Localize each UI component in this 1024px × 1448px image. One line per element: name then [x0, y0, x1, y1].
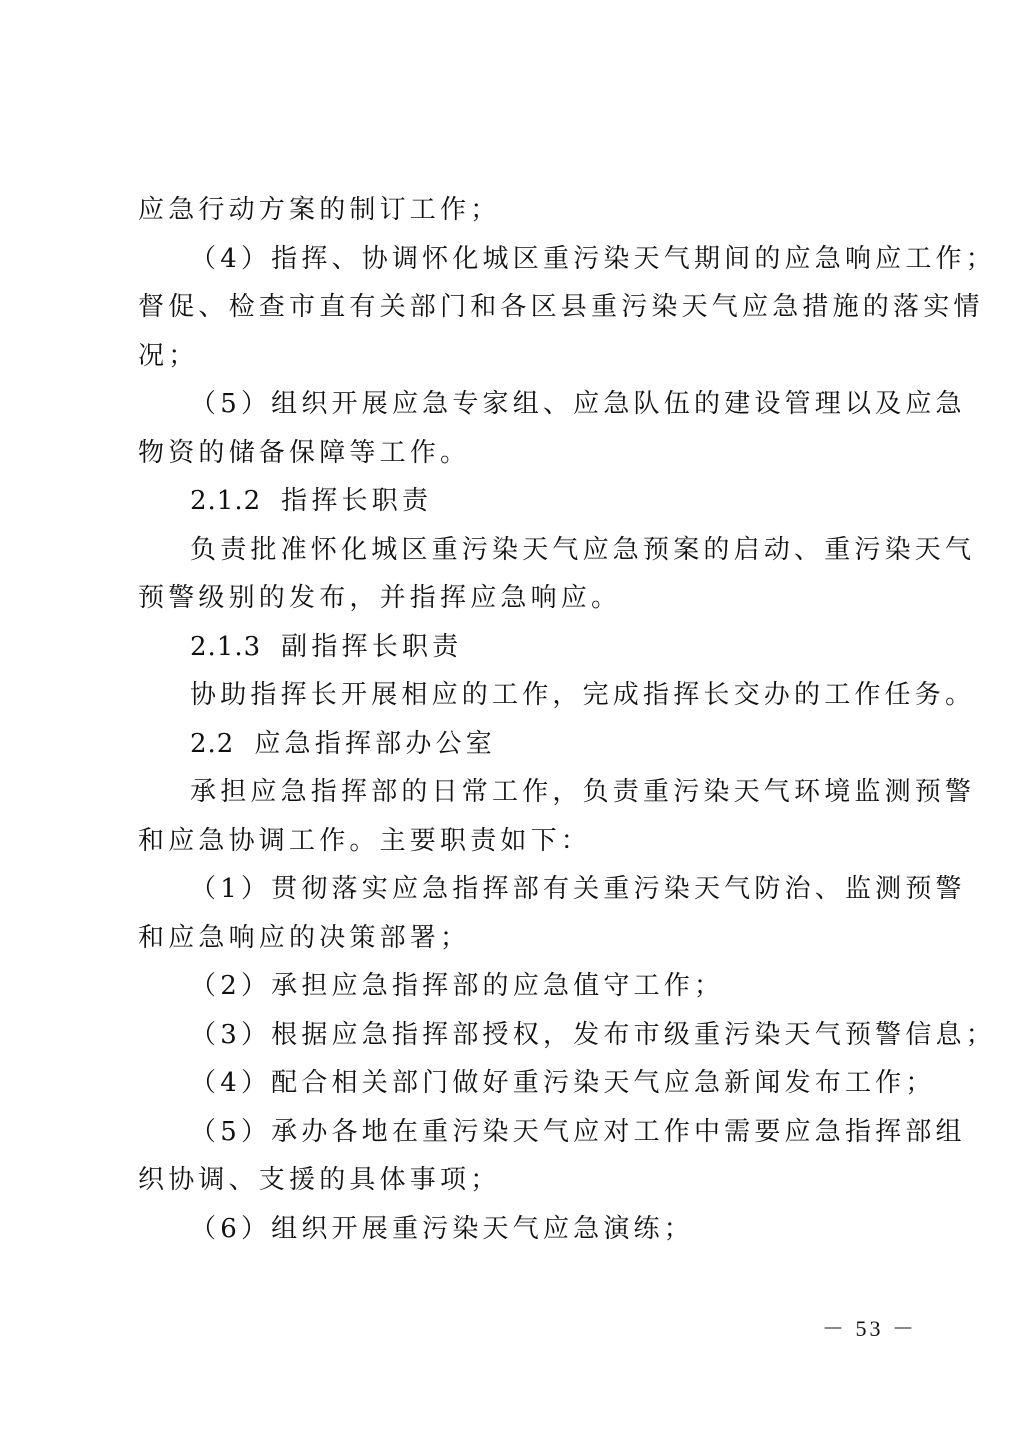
text-line: （3）根据应急指挥部授权，发布市级重污染天气预警信息；	[190, 1019, 996, 1050]
section-title: 副指挥长职责	[281, 631, 463, 662]
section-number: 2.1.3	[190, 631, 262, 662]
text-line: （4）指挥、协调怀化城区重污染天气期间的应急响应工作；	[190, 243, 996, 274]
page-number: － 53 －	[822, 1316, 918, 1341]
section-heading-2-1-3	[138, 623, 898, 672]
section-heading-2-2	[138, 720, 898, 769]
text-line: 和应急协调工作。主要职责如下：	[138, 825, 592, 856]
text-line: 承担应急指挥部的日常工作，负责重污染天气环境监测预警	[190, 777, 976, 807]
text-line: （4）配合相关部门做好重污染天气应急新闻发布工作；	[190, 1068, 936, 1098]
text-line: （5）组织开展应急专家组、应急队伍的建设管理以及应急	[190, 389, 966, 419]
text-line: （2）承担应急指挥部的应急值守工作；	[190, 971, 725, 1001]
document-body	[138, 186, 996, 1253]
text-line: （6）组织开展重污染天气应急演练；	[190, 1213, 694, 1244]
text-line: 应急行动方案的制订工作；	[138, 195, 501, 225]
text-line: 预警级别的发布，并指挥应急响应。	[138, 583, 622, 613]
section-number: 2.1.2	[190, 486, 262, 516]
text-line: （1）贯彻落实应急指挥部有关重污染天气防治、监测预警	[190, 874, 966, 904]
text-line: 督促、检查市直有关部门和各区县重污染天气应急措施的落实情	[138, 292, 984, 322]
text-line: 和应急响应的决策部署；	[138, 922, 471, 953]
section-number: 2.2	[190, 728, 235, 759]
text-line: 物资的储备保障等工作。	[138, 437, 471, 468]
text-line: 织协调、支援的具体事项；	[138, 1165, 501, 1195]
section-title: 应急指挥部办公室	[254, 728, 496, 759]
section-heading-2-1-2	[138, 477, 898, 526]
text-line: 协助指挥长开展相应的工作，完成指挥长交办的工作任务。	[190, 680, 976, 710]
text-line: 况；	[138, 340, 199, 371]
text-line: 负责批准怀化城区重污染天气应急预案的启动、重污染天气	[190, 534, 976, 565]
section-title: 指挥长职责	[281, 486, 433, 516]
text-line: （5）承办各地在重污染天气应对工作中需要应急指挥部组	[190, 1116, 966, 1147]
